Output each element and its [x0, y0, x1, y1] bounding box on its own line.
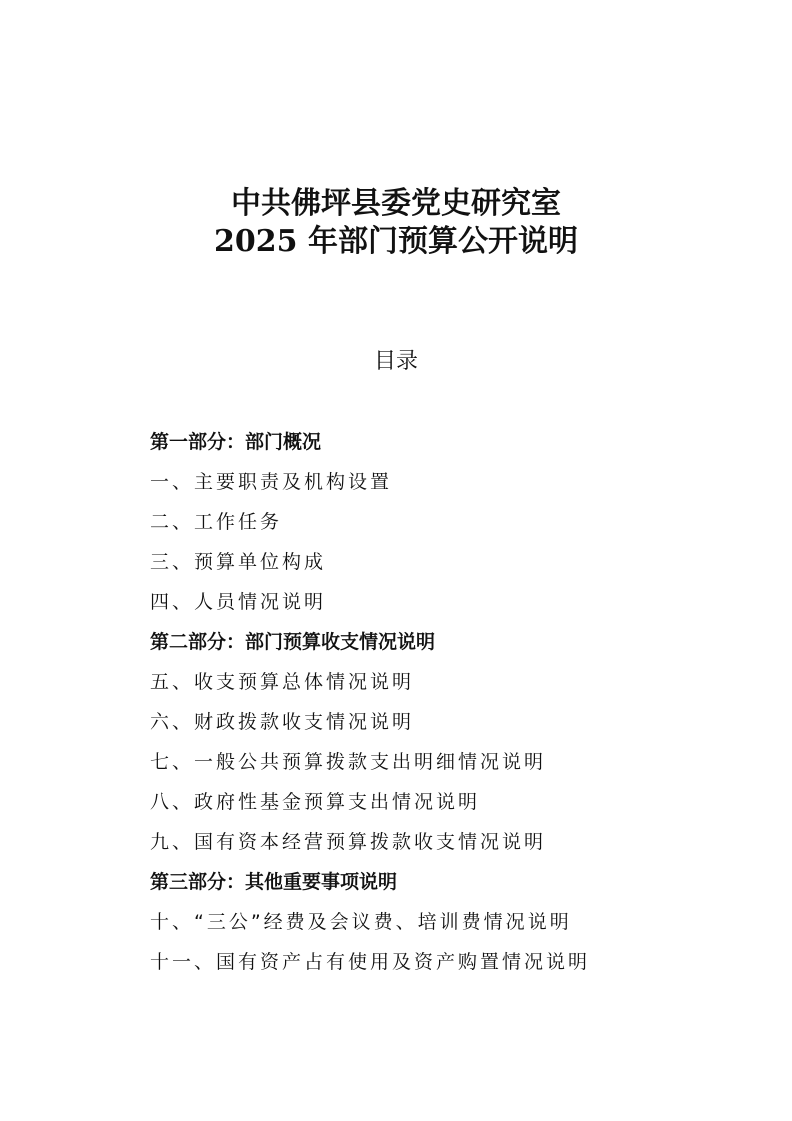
toc-item: 十一、国有资产占有使用及资产购置情况说明 — [150, 951, 591, 973]
toc-item: 六、财政拨款收支情况说明 — [150, 711, 415, 733]
toc-section: 第三部分：其他重要事项说明 — [150, 871, 398, 893]
toc-item: 五、收支预算总体情况说明 — [150, 671, 415, 693]
document-title-line-1: 中共佛坪县委党史研究室 — [231, 186, 561, 221]
toc-item: 七、一般公共预算拨款支出明细情况说明 — [150, 751, 547, 773]
document-title-line-2: 2025 年部门预算公开说明 — [214, 224, 578, 259]
toc-item: 十、“三公”经费及会议费、培训费情况说明 — [150, 911, 572, 933]
toc-item: 八、政府性基金预算支出情况说明 — [150, 791, 481, 813]
toc-section: 第一部分：部门概况 — [150, 431, 322, 453]
toc-item: 二、工作任务 — [150, 511, 283, 533]
toc-heading: 目录 — [373, 349, 418, 374]
toc-item: 四、人员情况说明 — [150, 591, 327, 613]
toc-item: 一、主要职责及机构设置 — [150, 471, 393, 493]
toc-item: 三、预算单位构成 — [150, 551, 327, 573]
toc-item: 九、国有资本经营预算拨款收支情况说明 — [150, 831, 547, 853]
toc-section: 第二部分：部门预算收支情况说明 — [150, 631, 436, 653]
